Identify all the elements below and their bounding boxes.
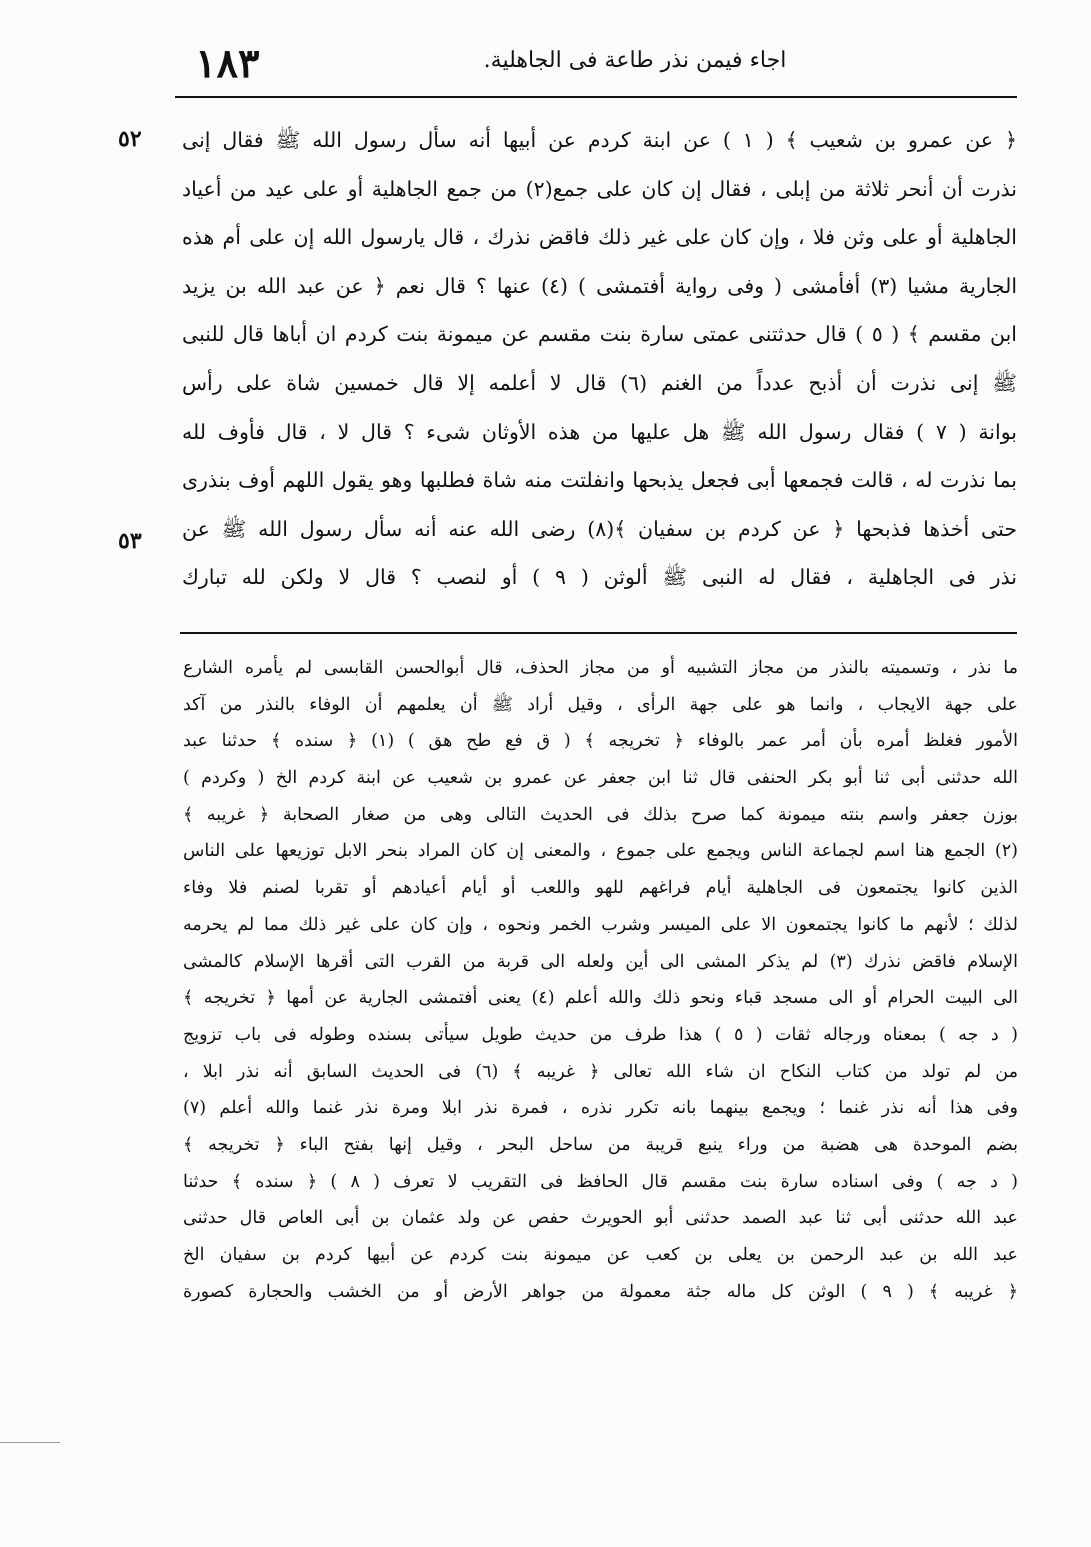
footnote-line: ( د جه ) بمعناه ورجاله ثقات ( ٥ ) هذا طرف من حديث طويل سيأتى بسنده وطوله فى باب تزويج bbox=[183, 1024, 1018, 1045]
main-text bbox=[182, 116, 1017, 602]
main-text-line: نذرت أن أنحر ثلاثة من إبلى ، فقال إن كان على جمع(٢) من جمع الجاهلية أو على عيد من أعياد bbox=[182, 176, 1017, 201]
footnote-line: ﴿ غريبه ﴾ ( ٩ ) الوثن كل ماله جثة معمولة من جواهر الأرض أو من الخشب والحجارة كصورة bbox=[183, 1281, 1018, 1302]
footnote-line: من لم تولد من كتاب النكاح ان شاء الله تعالى ﴿ غريبه ﴾ (٦) فى الحديث السابق أنه نذر ابلا ، bbox=[183, 1061, 1018, 1082]
footnote-separator bbox=[180, 632, 1017, 634]
footnote-line: عبد الله بن عبد الرحمن بن يعلى بن كعب عن ميمونة بنت كردم عن أبيها كردم بن سفيان الخ bbox=[183, 1245, 1018, 1265]
footnote-line: على جهة الايجاب ، وانما هو على جهة الرأى ، وقيل أراد ﷺ أن يعلمهم أن الوفاء بالنذر من آكد bbox=[183, 694, 1018, 715]
hadith-number-52: ٥٢ bbox=[118, 126, 142, 152]
footnote-line: الذين كانوا يجتمعون فى الجاهلية أيام فراغهم للهو واللعب أو أيام أعيادهم أو تقربا لصنم فلا وفاء bbox=[183, 878, 1018, 899]
hadith-number-53: ٥٣ bbox=[118, 528, 142, 554]
footnote-line: ما نذر ، وتسميته بالنذر من مجاز التشبيه أو من مجاز الحذف، قال أبوالحسن القابسى لم يأمره الشارع bbox=[183, 658, 1018, 678]
footnote-line: ( د جه ) وفى اسناده سارة بنت مقسم قال الحافظ فى التقريب لا تعرف ( ٨ ) ﴿ سنده ﴾ حدثنا bbox=[183, 1171, 1018, 1192]
running-title: .اجاء فيمن نذر طاعة فى الجاهلية bbox=[483, 48, 787, 73]
main-text-line: نذر فى الجاهلية ، فقال له النبى ﷺ ألوثن ( ٩ ) أو لنصب ؟ قال لا ولكن لله تبارك bbox=[182, 565, 1017, 590]
footnote-line: عبد الله حدثنى أبى ثنا عبد الصمد حدثنى أبو الحويرث حفص عن ولد عثمان بن أبى العاص قال حدثنى bbox=[183, 1208, 1018, 1229]
main-text-line: بما نذرت له ، قالت فجمعها أبى فجعل يذبحها وانفلتت منه شاة فطلبها وهو يقول اللهم أوف بنذرى bbox=[182, 468, 1017, 493]
main-text-line: ابن مقسم ﴾ ( ٥ ) قال حدثتنى عمتى سارة بنت مقسم عن ميمونة بنت كردم ان أباها قال للنبى bbox=[182, 322, 1017, 347]
main-text-line: حتى أخذها فذبحها ﴿ عن كردم بن سفيان ﴾(٨) رضى الله عنه أنه سأل رسول الله ﷺ عن bbox=[182, 516, 1017, 541]
page-header bbox=[175, 38, 1015, 88]
scan-edge-mark bbox=[0, 1442, 60, 1443]
main-text-line: ﴿ عن عمرو بن شعيب ﴾ ( ١ ) عن ابنة كردم عن أبيها أنه سأل رسول الله ﷺ فقال إنى bbox=[182, 128, 1017, 152]
footnote-line: (٢) الجمع هنا اسم لجماعة الناس ويجمع على جموع ، والمعنى إن كان المراد بنحر الابل توزيعها على الناس bbox=[183, 841, 1018, 862]
footnote-line: الى البيت الحرام أو الى مسجد قباء ونحو ذلك والله أعلم (٤) يعنى أفتمشى الجارية عن أمها ﴿ تخريجه ﴾ bbox=[183, 988, 1018, 1009]
main-text-line: الجاهلية أو على وثن فلا ، وإن كان على غير ذلك فاقض نذرك ، قال يارسول الله إن على أم هذه bbox=[182, 225, 1017, 250]
footnote-line: وفى هذا أنه نذر غنما ؛ ويجمع بينهما بانه تكرر نذره ، فمرة نذر ابلا ومرة نذر غنما والله أعلم (٧) bbox=[183, 1098, 1018, 1119]
footnote-line: بوزن جعفر واسم بنته ميمونة كما صرح بذلك فى الحديث التالى وهى من صغار الصحابة ﴿ غريبه ﴾ bbox=[183, 804, 1018, 825]
footnote-line: بضم الموحدة هى هضبة من وراء ينبع قريبة من ساحل البحر ، وقيل إنها بفتح الباء ﴿ تخريجه ﴾ bbox=[183, 1134, 1018, 1155]
footnote-line: لذلك ؛ لأنهم ما كانوا يجتمعون الا على الميسر وشرب الخمر ونحوه ، وإن كان على غير ذلك مما لم يحرمه bbox=[183, 914, 1018, 935]
page-number: ١٨٣ bbox=[195, 40, 260, 87]
footnote-line: الله حدثنى أبى ثنا أبو بكر الحنفى قال ثنا ابن جعفر عن عمرو بن شعيب عن ابنة كردم الخ ( وكردم ) bbox=[183, 768, 1018, 789]
header-rule bbox=[175, 96, 1017, 98]
main-text-line: ﷺ إنى نذرت أن أذبح عدداً من الغنم (٦) قال لا أعلمه إلا قال خمسين شاة على رأس bbox=[182, 370, 1017, 395]
footnotes bbox=[183, 650, 1018, 1310]
footnote-line: الإسلام فاقض نذرك (٣) لم يذكر المشى الى أين ولعله الى قربة من القرب التى أقرها الإسلام كالمشى bbox=[183, 951, 1018, 972]
main-text-line: الجارية مشيا (٣) أفأمشى ( وفى رواية أفتمشى ) (٤) عنها ؟ قال نعم ﴿ عن عبد الله بن يزيد bbox=[182, 273, 1017, 298]
footnote-line: الأمور فغلظ أمره بأن أمر عمر بالوفاء ﴿ تخريجه ﴾ ( ق فع طح هق ) (١) ﴿ سنده ﴾ حدثنا عبد bbox=[183, 731, 1018, 752]
main-text-line: بوانة ( ٧ ) فقال رسول الله ﷺ هل عليها من هذه الأوثان شىء ؟ قال لا ، قال فأوف لله bbox=[182, 419, 1017, 444]
